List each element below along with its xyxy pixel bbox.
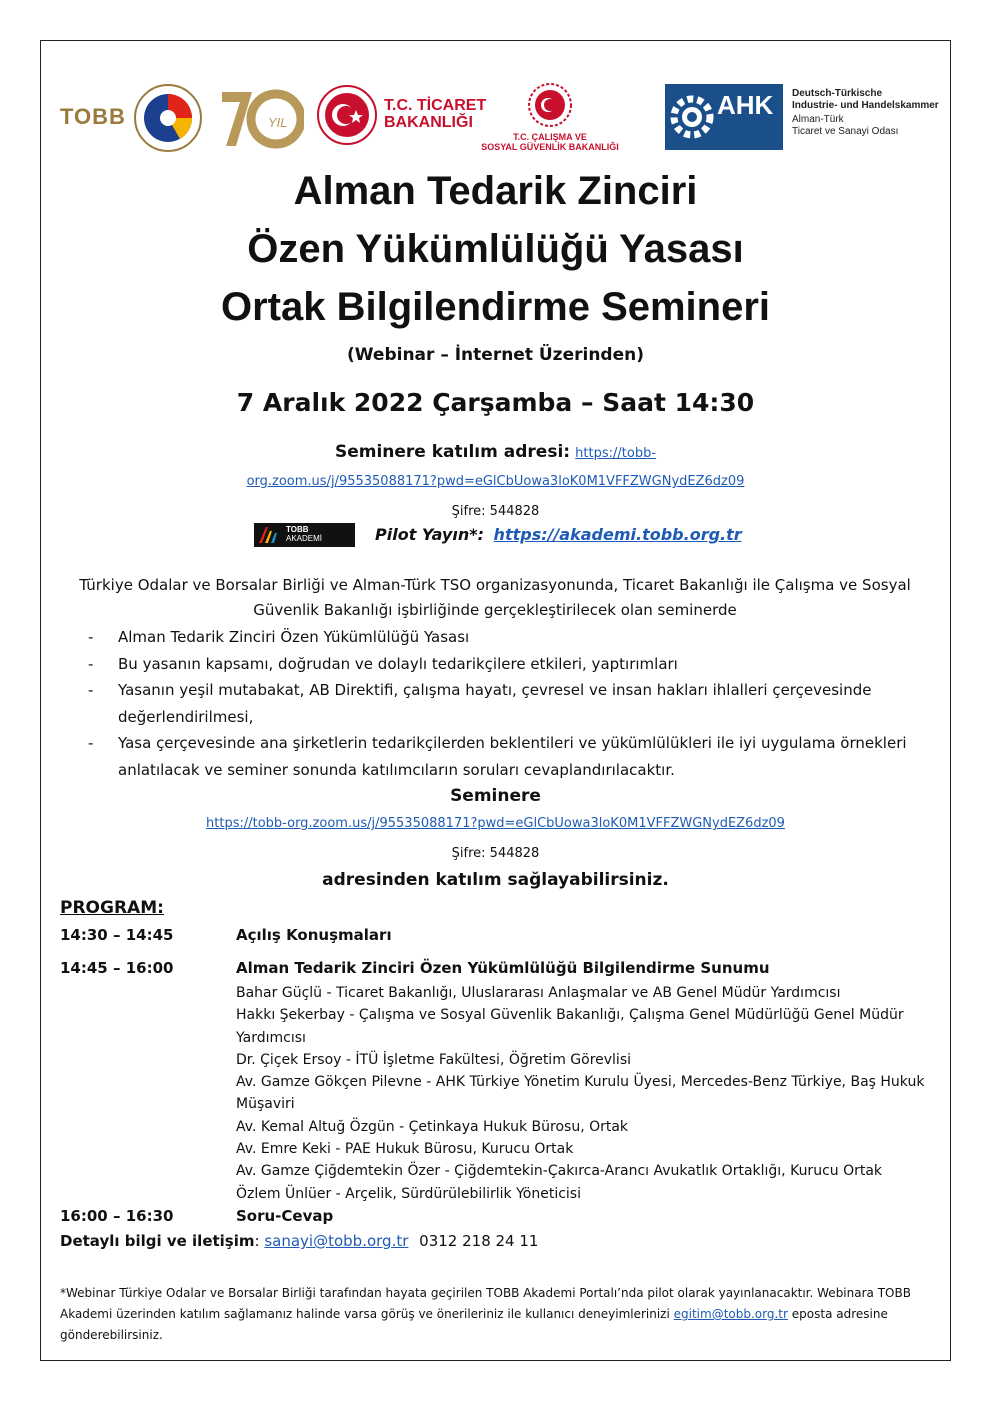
ticaret-emblem-icon	[316, 84, 378, 146]
program-title: Soru-Cevap	[236, 1207, 334, 1225]
zoom-link-cont-text[interactable]: org.zoom.us/j/95535088171?pwd=eGlCbUowa3loK0M1VFFZWGNydEZ6dz09	[246, 474, 745, 489]
list-item: - Alman Tedarik Zinciri Özen Yükümlülüğü Yasası	[88, 628, 470, 646]
speaker-item: Av. Kemal Altuğ Özgün - Çetinkaya Hukuk Bürosu, Ortak	[236, 1118, 629, 1135]
participation-line	[41, 442, 950, 462]
speaker-item: Av. Gamze Çiğdemtekin Özer - Çiğdemtekin-Çakırca-Arancı Avukatlık Ortaklığı, Kurucu Ortak	[236, 1163, 883, 1180]
list-item: - Yasanın yeşil mutabakat, AB Direktifi, çalışma hayatı, çevresel ve insan hakları ihlalleri çerçevesinde değerlendirilmesi,	[88, 681, 872, 726]
calisma-bakanligi-logo: T.C. ÇALIŞMA VE SOSYAL GÜVENLİK BAKANLIĞI	[481, 132, 619, 152]
speaker-item: Bahar Güçlü - Ticaret Bakanlığı, Uluslararası Anlaşmalar ve AB Genel Müdür Yardımcısı	[236, 985, 841, 1001]
contact-label: Detaylı bilgi ve iletişim	[60, 1232, 255, 1250]
zoom-link-cont	[41, 470, 950, 489]
tobb-seal-icon	[128, 82, 208, 154]
tobb-logo: TOBB	[60, 104, 126, 129]
intro-paragraph: Türkiye Odalar ve Borsalar Birliği ve Alman-Türk TSO organizasyonunda, Ticaret Bakanlığı ile Çalışma ve Sosyal Güvenlik Bakanlığı işbirliğinde gerçekleştirilecek olan seminerde	[79, 576, 911, 619]
speaker-item: Av. Emre Keki - PAE Hukuk Bürosu, Kurucu Ortak	[236, 1141, 574, 1158]
program-title: Alman Tedarik Zinciri Özen Yükümlülüğü Bilgilendirme Sunumu	[236, 959, 770, 977]
list-item: - Bu yasanın kapsamı, doğrudan ve dolaylı tedarikçilere etkileri, yaptırımları	[88, 654, 678, 673]
program-time: 14:45 – 16:00	[60, 959, 174, 977]
program-heading: PROGRAM:	[60, 898, 164, 918]
speaker-list	[236, 982, 926, 1205]
contact-phone: 0312 218 24 11	[419, 1232, 539, 1250]
svg-text:YIL: YIL	[268, 115, 288, 130]
list-item: - Yasa çerçevesinde ana şirketlerin tedarikçilerden beklentileri ve yükümlülükleri ile iyi uygulama örnekleri anlatılacak ve seminer sonunda katılımcıların soruları cevaplandırılacaktır.	[88, 734, 907, 779]
program-title: Açılış Konuşmaları	[236, 926, 392, 944]
program-time: 14:30 – 14:45	[60, 926, 174, 944]
contact-email[interactable]: sanayi@tobb.org.tr	[264, 1232, 409, 1250]
ticaret-bakanligi-logo: T.C. TİCARET BAKANLIĞI	[384, 97, 487, 131]
pilot-line	[375, 525, 742, 544]
topic-list	[80, 624, 930, 783]
zoom-link-full[interactable]: https://tobb-org.zoom.us/j/95535088171?pwd=eGlCbUowa3loK0M1VFFZWGNydEZ6dz09	[206, 816, 785, 831]
subtitle: (Webinar – İnternet Üzerinden)	[347, 345, 644, 365]
ahk-subtitle: Deutsch-Türkische Industrie- und Handelskammer Alman-Türk Ticaret ve Sanayi Odası	[792, 88, 939, 137]
speaker-item: Dr. Çiçek Ersoy - İTÜ İşletme Fakültesi, Öğretim Görevlisi	[236, 1051, 632, 1068]
akademi-link[interactable]: https://akademi.tobb.org.tr	[493, 525, 742, 544]
pilot-label: Pilot Yayın*:	[375, 525, 484, 544]
password: Şifre: 544828	[451, 504, 540, 519]
page-title: Alman Tedarik Zinciri Özen Yükümlülüğü Yasası Ortak Bilgilendirme Semineri	[220, 169, 771, 329]
tobb-akademi-logo: TOBB AKADEMİ	[254, 523, 355, 547]
program-time: 16:00 – 16:30	[60, 1207, 174, 1225]
closing-text: adresinden katılım sağlayabilirsiniz.	[322, 870, 669, 890]
footnote-email[interactable]: egitim@tobb.org.tr	[673, 1307, 788, 1321]
participation-label: Seminere katılım adresi:	[334, 442, 571, 462]
calisma-emblem-icon	[527, 82, 573, 128]
speaker-item: Özlem Ünlüer - Arçelik, Sürdürülebilirlik Yöneticisi	[236, 1185, 581, 1202]
speaker-item: Hakkı Şekerbay - Çalışma ve Sosyal Güvenlik Bakanlığı, Çalışma Genel Müdürlüğü Genel Müdür Yardımcısı	[236, 1007, 904, 1046]
footnote: *Webinar Türkiye Odalar ve Borsalar Birliği tarafından hayata geçirilen TOBB Akademi Portalı’nda pilot olarak yayınlanacaktır. Webinara TOBB Akademi üzerinden katılım sağlamanız halinde varsa görüş ve önerileriniz ile kullanıcı deneyimlerinizi egitim@tobb.org.tr eposta adresine gönderebilirsiniz.	[60, 1286, 911, 1342]
ahk-logo: AHK	[665, 84, 783, 150]
70-yil-logo	[218, 86, 304, 152]
password-2: Şifre: 544828	[451, 846, 540, 861]
speaker-item: Av. Gamze Gökçen Pilevne - AHK Türkiye Yönetim Kurulu Üyesi, Mercedes-Benz Türkiye, Baş Hukuk Müşaviri	[236, 1074, 925, 1113]
seminere-label: Seminere	[450, 786, 541, 806]
zoom-link[interactable]: https://tobb-	[575, 446, 657, 461]
seminere-link-line	[41, 812, 950, 831]
event-date: 7 Aralık 2022 Çarşamba – Saat 14:30	[236, 388, 755, 417]
contact-line: Detaylı bilgi ve iletişim: sanayi@tobb.org.tr 0312 218 24 11	[60, 1232, 539, 1250]
